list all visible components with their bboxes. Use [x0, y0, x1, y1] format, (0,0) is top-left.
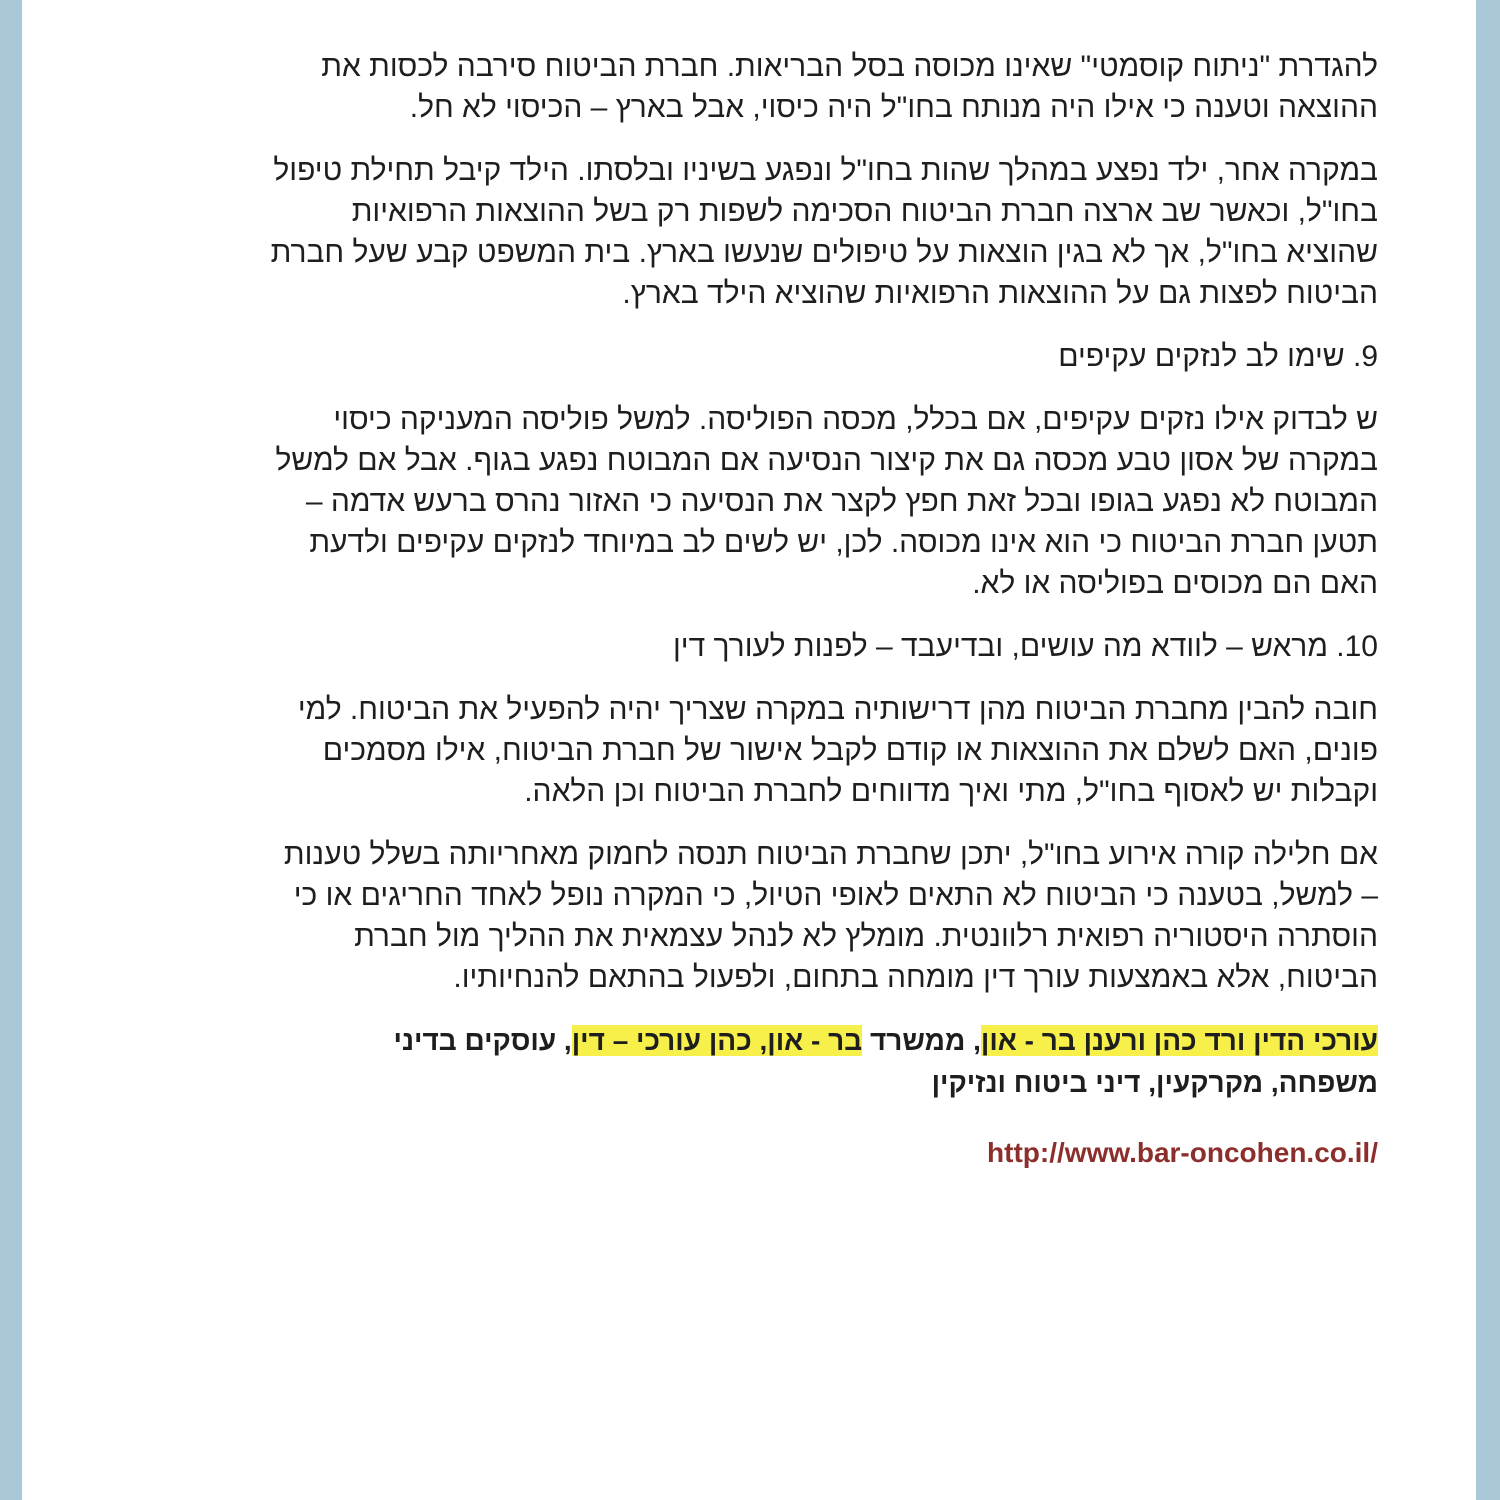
article-body — [150, 46, 1378, 1173]
paragraph — [150, 399, 1378, 604]
credit-text: , ממשרד — [862, 1025, 981, 1056]
text-line: אם חלילה קורה אירוע בחו"ל, יתכן שחברת הביטוח תנסה לחמוק מאחריותה בשלל טענות — [283, 838, 1378, 871]
text-line: פונים, האם לשלם את ההוצאות או קודם לקבל אישור של חברת הביטוח, אילו מסמכים — [322, 734, 1378, 767]
text-line: שהוציא בחו"ל, אך לא בגין הוצאות על טיפולים שנעשו בארץ. בית המשפט קבע שעל חברת — [270, 236, 1378, 269]
text-line: הביטוח לפצות גם על ההוצאות הרפואיות שהוציא הילד בארץ. — [622, 277, 1378, 310]
website-link[interactable]: http://www.bar-oncohen.co.il/ — [987, 1137, 1378, 1168]
text-line: תטען חברת הביטוח כי הוא אינו מכוסה. לכן, יש לשים לב במיוחד לנזקים עקיפים ולדעת — [309, 526, 1378, 559]
text-line: הוסתרה היסטוריה רפואית רלוונטית. מומלץ לא לנהל עצמאית את ההליך מול חברת — [354, 920, 1378, 953]
text-line: וקבלות יש לאסוף בחו"ל, מתי ואיך מדווחים לחברת הביטוח וכן הלאה. — [524, 775, 1378, 808]
paragraph — [150, 150, 1378, 314]
highlighted-firm: בר - און, כהן עורכי – דין — [571, 1025, 863, 1056]
text-line: במקרה של אסון טבע מכסה גם את קיצור הנסיעה אם המבוטח נפגע בגוף. אבל אם למשל — [275, 444, 1378, 477]
text-line: – למשל, בטענה כי הביטוח לא התאים לאופי הטיול, כי המקרה נופל לאחד החריגים או כי — [293, 879, 1378, 912]
text-line: הביטוח, אלא באמצעות עורך דין מומחה בתחום, ולפעול בהתאם להנחיותיו. — [453, 961, 1378, 994]
text-line: חובה להבין מחברת הביטוח מהן דרישותיה במקרה שצריך יהיה להפעיל את הביטוח. למי — [297, 693, 1378, 726]
text-line: בחו"ל, וכאשר שב ארצה חברת הביטוח הסכימה לשפות רק בשל ההוצאות הרפואיות — [351, 195, 1378, 228]
author-credit — [150, 1020, 1378, 1104]
text-line: ההוצאה וטענה כי אילו היה מנותח בחו"ל היה כיסוי, אבל בארץ – הכיסוי לא חל. — [409, 91, 1378, 124]
section-heading: 10. מראש – לוודא מה עושים, ובדיעבד – לפנות לעורך דין — [673, 630, 1378, 663]
text-line: להגדרת "ניתוח קוסמטי" שאינו מכוסה בסל הבריאות. חברת הביטוח סירבה לכסות את — [321, 50, 1378, 83]
paragraph — [150, 689, 1378, 812]
section-heading: 9. שימו לב לנזקים עקיפים — [1058, 340, 1378, 373]
highlighted-authors: עורכי הדין ורד כהן ורענן בר - און — [980, 1025, 1378, 1056]
text-line: המבוטח לא נפגע בגופו ובכל זאת חפץ לקצר את הנסיעה כי האזור נהרס ברעש אדמה – — [305, 485, 1378, 518]
text-line: האם הם מכוסים בפוליסה או לא. — [972, 567, 1378, 600]
credit-line — [150, 1020, 1378, 1062]
paragraph — [150, 834, 1378, 998]
credit-line: משפחה, מקרקעין, דיני ביטוח ונזיקין — [931, 1067, 1378, 1098]
paragraph — [150, 46, 1378, 128]
credit-text: , עוסקים בדיני — [393, 1025, 572, 1056]
text-line: ש לבדוק אילו נזקים עקיפים, אם בכלל, מכסה הפוליסה. למשל פוליסה המעניקה כיסוי — [333, 403, 1378, 436]
text-line: במקרה אחר, ילד נפצע במהלך שהות בחו"ל ונפגע בשיניו ובלסתו. הילד קיבל תחילת טיפול — [273, 154, 1378, 187]
document-page — [22, 0, 1476, 1500]
